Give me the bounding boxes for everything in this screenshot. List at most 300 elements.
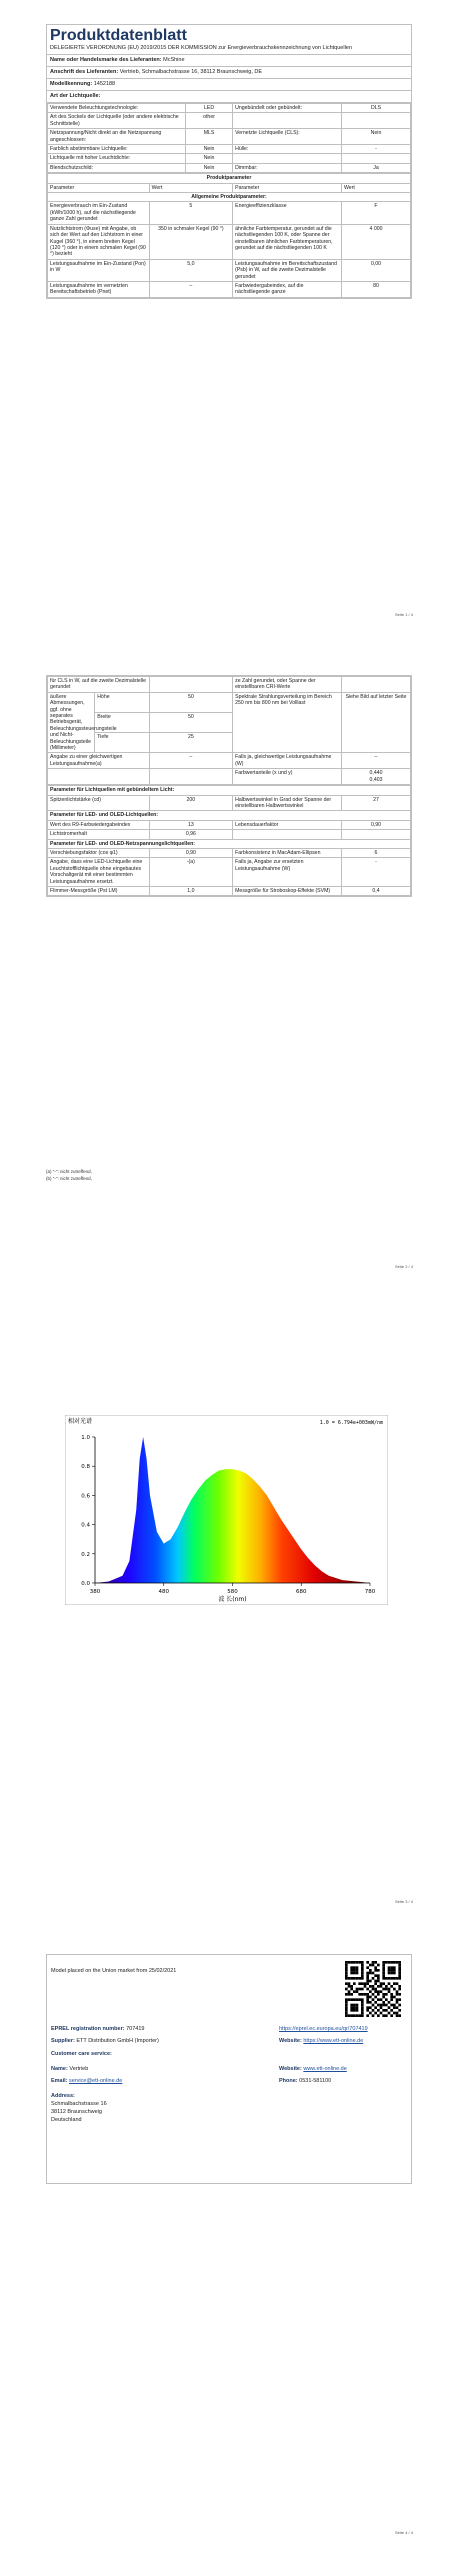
address-line-2: 38112 Braunschweig <box>51 2109 102 2115</box>
qr-module <box>366 1972 369 1975</box>
art-cell <box>233 154 342 163</box>
qr-module <box>366 1996 369 1999</box>
qr-module <box>377 1998 380 2001</box>
general-cell: Energieeffizienzklasse <box>233 202 342 224</box>
qr-module <box>361 1993 364 1996</box>
art-cell <box>342 113 411 129</box>
qr-module <box>345 2004 348 2007</box>
qr-module <box>382 2014 385 2017</box>
qr-module <box>382 1969 385 1972</box>
chart-title: 相对光谱 <box>68 1418 93 1425</box>
art-row <box>48 154 411 163</box>
qr-module <box>396 1982 399 1985</box>
dimension-value: 50 <box>149 713 232 733</box>
netz-cell: Verschiebungsfaktor (cos φ1) <box>48 848 150 857</box>
qr-module <box>377 1990 380 1993</box>
model-row <box>47 79 411 91</box>
qr-module <box>348 1982 351 1985</box>
qr-module <box>380 1990 383 1993</box>
general-cell: – <box>149 281 232 297</box>
led-cell: Lichtstromerhalt <box>48 830 150 839</box>
qr-module <box>393 1996 396 1999</box>
qr-module <box>398 1993 401 1996</box>
care-website-link[interactable]: www.ett-online.de <box>303 2066 347 2072</box>
dimension-name: Höhe <box>95 692 149 712</box>
qr-module <box>393 1988 396 1991</box>
qr-module <box>353 1966 356 1969</box>
led-heading: Parameter für LED- und OLED-Lichtquellen: <box>48 811 411 820</box>
led-cell: 0,96 <box>149 830 232 839</box>
qr-module <box>366 2001 369 2004</box>
qr-module <box>388 1990 391 1993</box>
page2-params-table <box>47 785 411 896</box>
art-cell: Art des Sockels der Lichtquelle (oder andere elektrische Schnittstelle) <box>48 113 186 129</box>
qr-module <box>345 1988 348 1991</box>
care-email-link[interactable]: service@ett-online.de <box>69 2078 123 2084</box>
y-tick-label: 0.8 <box>81 1464 90 1471</box>
qr-module <box>369 1980 372 1983</box>
qr-module <box>366 2014 369 2017</box>
qr-module <box>382 1996 385 1999</box>
qr-module <box>369 1996 372 1999</box>
model-label: Modellkennung: <box>50 81 93 87</box>
model-value: 1452188 <box>93 81 116 87</box>
qr-module <box>372 1998 375 2001</box>
qr-module <box>390 1993 393 1996</box>
qr-module <box>398 2009 401 2012</box>
dimension-row <box>48 692 411 712</box>
netz-cell: 0,90 <box>149 848 232 857</box>
qr-module <box>374 1980 377 1983</box>
qr-module <box>398 1964 401 1967</box>
qr-module <box>358 2014 361 2017</box>
dimension-label: äußere Abmessungen, ggf. ohne separates Betriebsgerät, Beleuchtungssteuerungsteile und Nicht-Beleuchtungsteile (Millimeter) <box>48 692 95 753</box>
qr-module <box>396 2012 399 2015</box>
qr-module <box>377 2009 380 2012</box>
qr-module <box>358 1961 361 1964</box>
qr-module <box>353 1969 356 1972</box>
qr-module <box>366 1988 369 1991</box>
param-cell <box>48 769 150 785</box>
qr-module <box>385 2004 388 2007</box>
qr-module <box>361 2009 364 2012</box>
qr-module <box>398 1985 401 1988</box>
produkt-table <box>47 173 411 298</box>
qr-module <box>390 1961 393 1964</box>
art-row <box>48 163 411 172</box>
qr-module <box>361 1972 364 1975</box>
x-axis-label: 波 长(nm) <box>218 1596 247 1603</box>
qr-module <box>350 2009 353 2012</box>
qr-module <box>361 1982 364 1985</box>
qr-module <box>398 1972 401 1975</box>
qr-module <box>372 2014 375 2017</box>
qr-module <box>366 1993 369 1996</box>
qr-module <box>369 1985 372 1988</box>
qr-module <box>372 1972 375 1975</box>
led-cell: 0,90 <box>342 820 411 829</box>
qr-module <box>348 1961 351 1964</box>
footnotes <box>46 1168 92 1182</box>
qr-module <box>353 1998 356 2001</box>
qr-module <box>372 1985 375 1988</box>
care-phone-label: Phone: <box>279 2078 298 2084</box>
qr-module <box>393 1972 396 1975</box>
qr-module <box>361 2014 364 2017</box>
qr-module <box>382 2009 385 2012</box>
qr-module <box>374 1988 377 1991</box>
qr-module <box>366 1974 369 1977</box>
qr-module <box>358 1977 361 1980</box>
netz-heading: Parameter für LED- und OLED-Netzspannungslichtquellen: <box>48 839 411 848</box>
netz-cell: Flimmer-Messgröße (Pst LM) <box>48 886 150 895</box>
qr-module <box>388 1966 391 1969</box>
qr-module <box>356 1990 359 1993</box>
qr-module <box>369 1990 372 1993</box>
qr-module <box>374 1966 377 1969</box>
supplier-value: ETT Distribution GmbH (Importer) <box>76 2038 159 2044</box>
art-cell: other <box>185 113 232 129</box>
qr-module <box>390 1966 393 1969</box>
qr-module <box>345 1972 348 1975</box>
qr-module <box>353 1977 356 1980</box>
qr-module <box>361 2006 364 2009</box>
qr-module <box>374 2012 377 2015</box>
qr-module <box>366 1961 369 1964</box>
care-address-label: Address: <box>51 2093 75 2099</box>
qr-module <box>350 1993 353 1996</box>
qr-module <box>372 2004 375 2007</box>
care-name-label: Name: <box>51 2066 68 2072</box>
general-row <box>48 202 411 224</box>
qr-module <box>382 1977 385 1980</box>
qr-module <box>361 2004 364 2007</box>
regulation-subtitle: DELEGIERTE VERORDNUNG (EU) 2019/2015 DER KOMMISSION zur Energieverbrauchskennzeichnung von Lichtquellen <box>47 45 411 55</box>
qr-module <box>393 1961 396 1964</box>
qr-module <box>388 2006 391 2009</box>
netz-cell: Messgröße für Stroboskop-Effekte (SVM) <box>233 886 342 895</box>
page4-sheet <box>46 1954 412 2184</box>
qr-module <box>377 1974 380 1977</box>
qr-module <box>398 1969 401 1972</box>
general-row <box>48 259 411 281</box>
qr-module <box>385 1977 388 1980</box>
supplier-row <box>51 2037 159 2045</box>
general-row <box>48 281 411 297</box>
general-cell: Energieverbrauch im Ein-Zustand (kWh/1000 h), auf die nächstliegende ganze Zahl gerundet <box>48 202 150 224</box>
qr-module <box>372 1964 375 1967</box>
qr-module <box>350 2004 353 2007</box>
qr-module <box>393 1982 396 1985</box>
gebuendelt-cell: 27 <box>342 795 411 811</box>
x-tick-label: 780 <box>364 1589 376 1595</box>
eprel-link[interactable]: https://eprel.ec.europa.eu/qr/707419 <box>279 2026 368 2032</box>
qr-module <box>356 1988 359 1991</box>
qr-module <box>390 1972 393 1975</box>
qr-module <box>369 2006 372 2009</box>
art-cell <box>233 113 342 129</box>
qr-module <box>377 1985 380 1988</box>
art-cell: LED <box>185 104 232 113</box>
qr-module <box>345 1969 348 1972</box>
qr-code-icon[interactable] <box>345 1961 401 2017</box>
qr-module <box>374 1982 377 1985</box>
qr-module <box>364 1985 367 1988</box>
qr-module <box>390 2014 393 2017</box>
qr-module <box>385 1961 388 1964</box>
qr-module <box>388 2012 391 2015</box>
website-link[interactable]: https://www.ett-online.de <box>303 2038 364 2044</box>
qr-module <box>356 2014 359 2017</box>
qr-module <box>366 1977 369 1980</box>
general-cell: 350 in schmaler Kegel (90 °) <box>149 224 232 259</box>
qr-module <box>350 1988 353 1991</box>
general-cell: 80 <box>342 281 411 297</box>
qr-module <box>390 1977 393 1980</box>
qr-module <box>350 1977 353 1980</box>
qr-module <box>393 2006 396 2009</box>
qr-module <box>398 1974 401 1977</box>
qr-module <box>385 1985 388 1988</box>
qr-module <box>369 1969 372 1972</box>
qr-module <box>396 2014 399 2017</box>
qr-module <box>374 2001 377 2004</box>
qr-module <box>380 1985 383 1988</box>
qr-module <box>350 2014 353 2017</box>
param-row <box>48 769 411 785</box>
qr-module <box>350 1998 353 2001</box>
x-tick-label: 480 <box>158 1589 169 1595</box>
qr-module <box>382 1961 385 1964</box>
qr-module <box>393 1966 396 1969</box>
general-cell: Leistungsaufnahme im Bereitschaftszustand (Psb) in W, auf die zweite Dezimalstelle gerundet <box>233 259 342 281</box>
qr-module <box>348 1993 351 1996</box>
qr-module <box>382 2004 385 2007</box>
address-label: Anschrift des Lieferanten: <box>50 69 119 75</box>
qr-module <box>374 2006 377 2009</box>
qr-module <box>348 2014 351 2017</box>
dimension-value: 25 <box>149 733 232 753</box>
art-cell: Vernetzte Lichtquelle (CLS): <box>233 129 342 145</box>
page2-table <box>47 676 411 785</box>
qr-module <box>353 2009 356 2012</box>
qr-module <box>382 1982 385 1985</box>
qr-module <box>382 1966 385 1969</box>
qr-module <box>356 2009 359 2012</box>
qr-module <box>345 1977 348 1980</box>
chart-formula: 1.0 = 6.794e+003mW/nm <box>319 1420 383 1426</box>
qr-module <box>382 1993 385 1996</box>
qr-module <box>345 1993 348 1996</box>
qr-module <box>390 1969 393 1972</box>
care-phone-value: 0531-581100 <box>299 2078 332 2084</box>
spektral-value: Siehe Bild auf letzter Seite <box>342 692 411 753</box>
qr-module <box>382 1972 385 1975</box>
qr-module <box>361 1977 364 1980</box>
qr-module <box>353 2014 356 2017</box>
qr-module <box>377 1980 380 1983</box>
qr-module <box>382 1964 385 1967</box>
cont-cell: für CLS in W, auf die zweite Dezimalstelle gerundet <box>48 677 150 693</box>
qr-code-graphic <box>345 1961 401 2017</box>
general-cell: Leistungsaufnahme im Ein-Zustand (Pon) in W <box>48 259 150 281</box>
page2-number: Seite 2 / 4 <box>394 1264 413 1269</box>
spectrum-svg <box>65 1415 388 1605</box>
art-label: Art der Lichtquelle: <box>50 93 101 99</box>
qr-module <box>393 2004 396 2007</box>
qr-module <box>369 2012 372 2015</box>
qr-module <box>385 1993 388 1996</box>
led-cell: Lebensdauerfaktor <box>233 820 342 829</box>
qr-module <box>385 1988 388 1991</box>
art-cell: Nein <box>342 129 411 145</box>
qr-module <box>393 1977 396 1980</box>
eprel-row <box>51 2025 144 2033</box>
art-cell: Netzspannung/Nicht direkt an die Netzspannung angeschlossen: <box>48 129 186 145</box>
param-cell: Falls ja, gleichwertige Leistungsaufnahme (W) <box>233 753 342 769</box>
art-cell: - <box>342 145 411 154</box>
spektral-label: Spektrale Strahlungsverteilung im Bereich 250 nm bis 800 nm bei Volllast <box>233 692 342 753</box>
qr-module <box>398 1977 401 1980</box>
art-row <box>48 129 411 145</box>
brand-row <box>47 55 411 67</box>
qr-module <box>372 1993 375 1996</box>
qr-module <box>369 1964 372 1967</box>
y-tick-label: 0.0 <box>81 1581 90 1587</box>
qr-module <box>396 1993 399 1996</box>
qr-module <box>396 1977 399 1980</box>
art-cell: Hülle: <box>233 145 342 154</box>
footnote-b: (b) "-": nicht zutreffend, <box>46 1176 92 1181</box>
qr-module <box>361 1961 364 1964</box>
dimension-value: 50 <box>149 692 232 712</box>
qr-module <box>398 1998 401 2001</box>
gebuendelt-cell: 200 <box>149 795 232 811</box>
qr-module <box>345 2012 348 2015</box>
y-tick-label: 0.6 <box>81 1493 90 1500</box>
qr-module <box>356 2004 359 2007</box>
gebuendelt-cell: Spitzenlichtstärke (cd) <box>48 795 150 811</box>
qr-module <box>361 1969 364 1972</box>
x-tick-label: 380 <box>89 1589 101 1595</box>
page2-sheet <box>46 675 412 897</box>
qr-module <box>350 1969 353 1972</box>
qr-module <box>380 2006 383 2009</box>
qr-module <box>398 2004 401 2007</box>
qr-module <box>350 1966 353 1969</box>
general-row <box>48 224 411 259</box>
qr-module <box>345 1964 348 1967</box>
eprel-value: 707419 <box>126 2026 145 2032</box>
general-cell: ähnliche Farbtemperatur, gerundet auf die nächstliegenden 100 K, oder Spanne der einstellbaren ähnlichen Farbtemperaturen, gerundet auf die nächstliegenden 100 K <box>233 224 342 259</box>
qr-module <box>366 2006 369 2009</box>
qr-module <box>361 2012 364 2015</box>
qr-module <box>353 1990 356 1993</box>
qr-module <box>361 2001 364 2004</box>
qr-module <box>350 1961 353 1964</box>
general-cell: Nutzlichtstrom (Φuse) mit Angabe, ob sich der Wert auf den Lichtstrom in einer Kugel (360 °), in einem breiten Kegel (120 °) oder in einem schmalen Kegel (90 °) bezieht <box>48 224 150 259</box>
care-email-label: Email: <box>51 2078 68 2084</box>
address-line-3: Deutschland <box>51 2117 82 2123</box>
document-title: Produktdatenblatt <box>50 27 187 44</box>
qr-module <box>377 1969 380 1972</box>
qr-module <box>372 1977 375 1980</box>
address-value: Vertrieb, Schmalbachstrasse 16, 38112 Braunschweig, DE <box>119 69 263 75</box>
care-name-row <box>51 2065 88 2073</box>
allgemeine-heading: Allgemeine Produktparameter: <box>48 193 411 202</box>
qr-module <box>398 1988 401 1991</box>
cont-cell: ze Zahl gerundet, oder Spanne der einstellbaren CRI-Werte <box>233 677 342 693</box>
qr-module <box>353 1972 356 1975</box>
col-wert: Wert <box>149 183 232 192</box>
general-cell: Farbwiedergabeindex, auf die nächstliegende ganze <box>233 281 342 297</box>
qr-module <box>396 1998 399 2001</box>
qr-module <box>388 2001 391 2004</box>
page1-sheet <box>46 24 412 299</box>
care-website-label: Website: <box>279 2066 302 2072</box>
qr-module <box>372 1961 375 1964</box>
qr-module <box>385 2014 388 2017</box>
general-cell: 5 <box>149 202 232 224</box>
param-cell: 0,440 0,403 <box>342 769 411 785</box>
param-row <box>48 753 411 769</box>
qr-module <box>390 2004 393 2007</box>
qr-module <box>350 1972 353 1975</box>
qr-module <box>377 2004 380 2007</box>
qr-module <box>353 2006 356 2009</box>
qr-module <box>358 1993 361 1996</box>
qr-module <box>369 2001 372 2004</box>
address-row <box>47 67 411 79</box>
art-row <box>48 104 411 113</box>
qr-module <box>356 2006 359 2009</box>
qr-module <box>377 2014 380 2017</box>
cont-cell <box>149 677 232 693</box>
page1-number: Seite 1 / 4 <box>394 612 413 617</box>
brand-value: McShine <box>163 57 185 63</box>
qr-module <box>356 1998 359 2001</box>
qr-module <box>388 1977 391 1980</box>
qr-module <box>345 2001 348 2004</box>
y-tick-label: 1.0 <box>81 1435 90 1441</box>
art-row <box>48 145 411 154</box>
cont-row <box>48 677 411 693</box>
qr-module <box>366 1982 369 1985</box>
qr-module <box>382 1988 385 1991</box>
qr-module <box>358 1988 361 1991</box>
qr-module <box>345 1982 348 1985</box>
qr-module <box>345 1966 348 1969</box>
qr-module <box>393 1969 396 1972</box>
qr-module <box>348 1990 351 1993</box>
qr-module <box>377 1977 380 1980</box>
netz-cell: Falls ja, Angabe zur ersetzten Leistungsaufnahme (W) <box>233 858 342 887</box>
qr-module <box>358 1982 361 1985</box>
art-cell: Nein <box>185 154 232 163</box>
col-wert-2: Wert <box>342 183 411 192</box>
qr-module <box>361 1998 364 2001</box>
gebuendelt-row <box>48 795 411 811</box>
qr-module <box>361 1966 364 1969</box>
art-cell: Lichtquelle mit hoher Leuchtdichte: <box>48 154 186 163</box>
qr-module <box>348 1985 351 1988</box>
qr-module <box>380 2004 383 2007</box>
art-cell: Ungebündelt oder gebündelt: <box>233 104 342 113</box>
qr-module <box>358 1998 361 2001</box>
qr-module <box>380 2012 383 2015</box>
led-cell <box>342 830 411 839</box>
general-cell: 4 000 <box>342 224 411 259</box>
